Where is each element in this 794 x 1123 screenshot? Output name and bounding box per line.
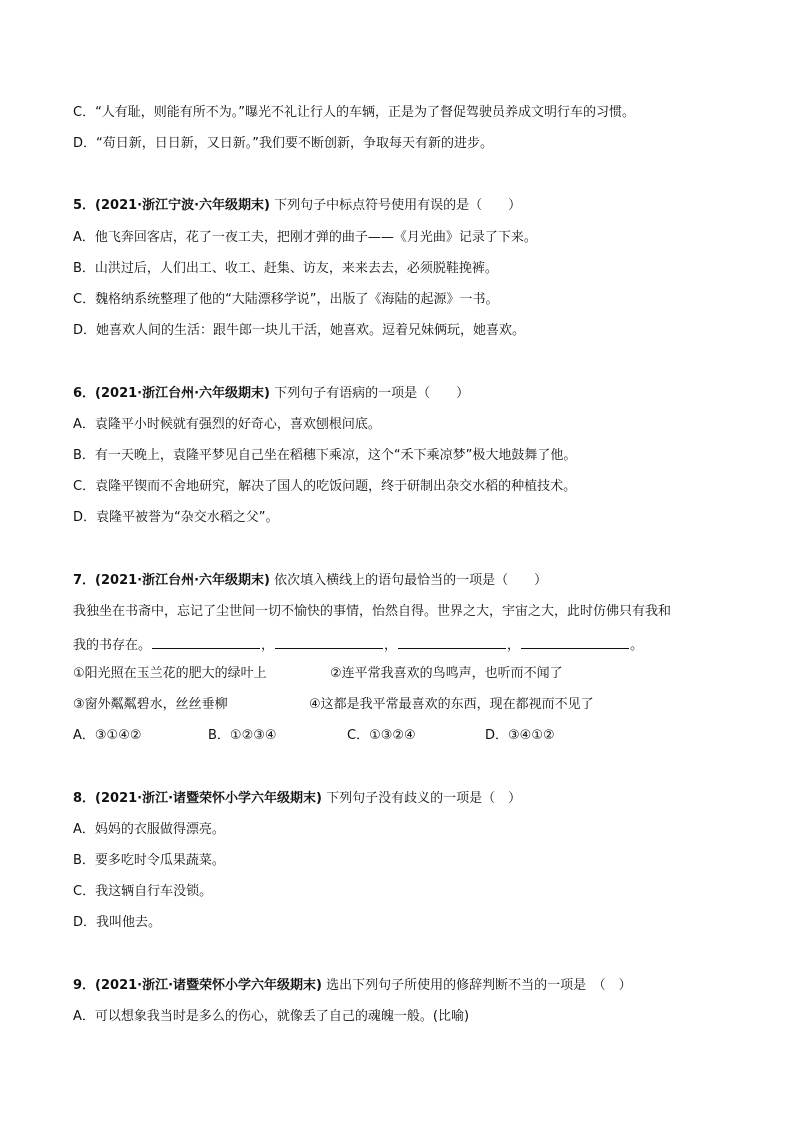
blank-separator: ， [384,638,398,653]
question-5-option-d[interactable]: D．她喜欢人间的生活：跟牛郎一块儿干活，她喜欢。逗着兄妹俩玩，她喜欢。 [73,323,526,338]
question-8-option-a[interactable]: A．妈妈的衣服做得漂亮。 [73,822,225,837]
question-5-source: 5．(2021·浙江宁波·六年级期末) [73,198,270,213]
question-7-clause-3: ③窗外粼粼碧水，丝丝垂柳 [73,697,228,712]
fill-blank-3[interactable] [398,634,506,649]
question-8-option-d[interactable]: D．我叫他去。 [73,915,162,930]
question-7-option-b[interactable]: B．①②③④ [208,728,277,743]
question-7-stem: 依次填入横线上的语句最恰当的一项是（ ） [274,573,548,588]
question-9-stem: 选出下列句子所使用的修辞判断不当的一项是 （ ） [326,978,632,993]
option-c-top: C．“人有耻，则能有所不为。”曝光不礼让行人的车辆，正是为了督促驾驶员养成文明行车的习惯。 [73,105,636,120]
question-5-option-b[interactable]: B．山洪过后，人们出工、收工、赶集、访友，来来去去，必须脱鞋挽裤。 [73,261,498,276]
question-7-option-a[interactable]: A．③①④② [73,728,142,743]
question-6-option-a[interactable]: A．袁隆平小时候就有强烈的好奇心，喜欢刨根问底。 [73,417,381,432]
question-8-option-b[interactable]: B．要多吃时令瓜果蔬菜。 [73,853,225,868]
question-7-option-d[interactable]: D．③④①② [485,728,555,743]
question-6-stem: 下列句子有语病的一项是（ ） [274,386,470,401]
question-7-clause-4: ④这都是我平常最喜欢的东西，现在都视而不见了 [309,697,594,712]
fill-blank-2[interactable] [275,634,383,649]
question-6-option-b[interactable]: B．有一天晚上，袁隆平梦见自己坐在稻穗下乘凉，这个“禾下乘凉梦”极大地鼓舞了他。 [73,448,577,463]
question-7-clause-1: ①阳光照在玉兰花的肥大的绿叶上 [73,666,267,681]
question-5-header [73,197,734,215]
question-5-stem: 下列句子中标点符号使用有误的是（ ） [274,198,522,213]
fill-blank-1[interactable] [152,634,260,649]
question-7-header [73,572,734,590]
question-7-clause-2: ②连平常我喜欢的鸟鸣声，也听而不闻了 [330,666,563,681]
question-7-passage-line-1: 我独坐在书斋中，忘记了尘世间一切不愉快的事情，怡然自得。世界之大，宇宙之大，此时仿佛只有我和 [73,604,672,619]
question-6-header [73,385,734,403]
question-9-header [73,977,734,995]
passage-end: 。 [630,638,644,653]
option-d-top: D．“苟日新，日日新，又日新。”我们要不断创新，争取每天有新的进步。 [73,136,493,151]
question-8-header [73,790,734,808]
question-6-source: 6．(2021·浙江台州·六年级期末) [73,386,270,401]
question-6-option-c[interactable]: C．袁隆平锲而不舍地研究，解决了国人的吃饭问题，终于研制出杂交水稻的种植技术。 [73,479,577,494]
question-8-stem: 下列句子没有歧义的一项是（ ） [326,791,522,806]
blank-separator: ， [507,638,521,653]
question-7-source: 7．(2021·浙江台州·六年级期末) [73,573,270,588]
question-8-source: 8．(2021·浙江·诸暨荣怀小学六年级期末) [73,791,322,806]
blank-separator: ， [261,638,275,653]
question-5-option-a[interactable]: A．他飞奔回客店，花了一夜工夫，把刚才弹的曲子——《月光曲》记录了下来。 [73,230,537,245]
question-8-option-c[interactable]: C．我这辆自行车没锁。 [73,884,213,899]
question-7-option-c[interactable]: C．①③②④ [347,728,416,743]
question-5-option-c[interactable]: C．魏格纳系统整理了他的“大陆漂移学说”，出版了《海陆的起源》一书。 [73,292,499,307]
question-6-option-d[interactable]: D．袁隆平被誉为“杂交水稻之父”。 [73,510,279,525]
fill-blank-4[interactable] [521,634,629,649]
question-7-passage-line-2 [73,634,734,655]
question-9-source: 9．(2021·浙江·诸暨荣怀小学六年级期末) [73,978,322,993]
question-7-passage-start: 我的书存在。 [73,638,152,653]
question-9-option-a[interactable]: A．可以想象我当时是多么的伤心，就像丢了自己的魂魄一般。(比喻) [73,1009,470,1024]
